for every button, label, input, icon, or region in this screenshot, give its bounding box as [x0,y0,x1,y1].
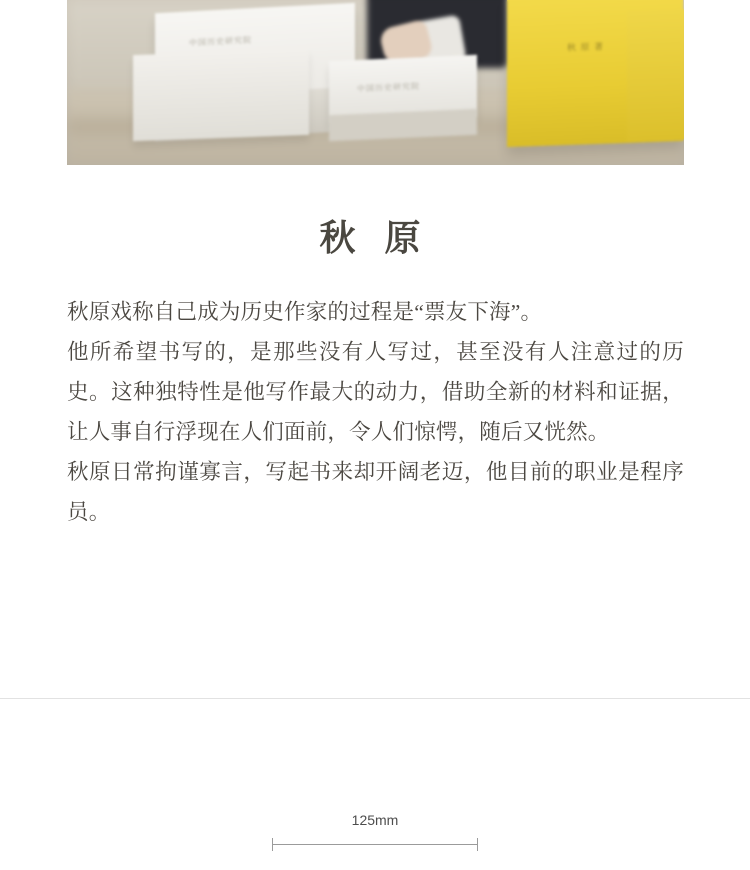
article-body [67,292,684,532]
measurement-ruler [272,838,478,852]
photo-book-cover-text-center: 中国历史研究院 [357,81,420,94]
measurement-label: 125mm [351,812,399,828]
photo-book-cover-text-left: 中国历史研究院 [189,35,252,48]
photo-book-cover-text-right: 秋 原 著 [567,41,605,53]
books-on-desk-photo [67,0,684,165]
article-paragraph: 他所希望书写的，是那些没有人写过，甚至没有人注意过的历史。这种独特性是他写作最大的动力，借助全新的材料和证据，让人事自行浮现在人们面前，令人们惊愕，随后又恍然。 [67,340,684,444]
section-divider [0,698,750,699]
photo-yellow-book-second [627,9,684,141]
measurement-cap-right [477,838,478,851]
measurement-line [272,844,478,845]
article-paragraph: 秋原日常拘谨寡言，写起书来却开阔老迈，他目前的职业是程序员。 [67,460,684,524]
article-paragraph: 秋原戏称自己成为历史作家的过程是“票友下海”。 [67,300,543,324]
photo-canvas [67,0,684,165]
photo-white-book-left-lower [133,49,309,141]
page-title: 秋 原 [319,218,431,258]
